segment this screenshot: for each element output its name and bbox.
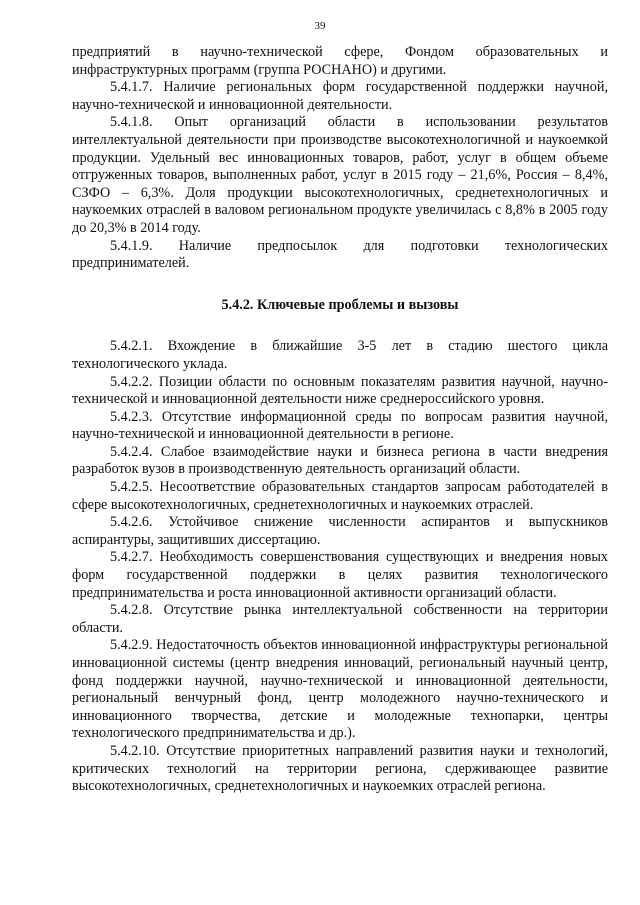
section-5-4-2 <box>72 338 608 795</box>
paragraph: 5.4.2.10. Отсутствие приоритетных направлений развития науки и технологий, критических технологий на территории региона, сдерживающее развитие высокотехнологичных, среднетехнологичных и наукоемких отраслей региона. <box>72 742 608 795</box>
paragraph: 5.4.2.6. Устойчивое снижение численности аспирантов и выпускников аспирантуры, защитивших диссертацию. <box>72 514 608 548</box>
paragraph: 5.4.1.7. Наличие региональных форм государственной поддержки научной, научно-технической и инновационной деятельности. <box>72 79 608 113</box>
paragraph: 5.4.2.7. Необходимость совершенствования существующих и внедрения новых форм государственной поддержки в целях развития технологического предпринимательства и роста инновационной активности организаций области. <box>72 549 608 601</box>
paragraph: 5.4.2.1. Вхождение в ближайшие 3-5 лет в стадию шестого цикла технологического уклада. <box>72 338 608 372</box>
paragraph: 5.4.2.4. Слабое взаимодействие науки и бизнеса региона в части внедрения разработок вузов в производственную деятельность организаций области. <box>72 443 608 478</box>
page-number: 39 <box>314 20 326 32</box>
section-5-4-1-continued <box>72 44 608 273</box>
paragraph: 5.4.1.8. Опыт организаций области в использовании результатов интеллектуальной деятельности при производстве высокотехнологичной и наукоемкой продукции. Удельный вес инновационных товаров, работ, услуг в общем объеме отгруженных товаров, выполненных работ, услуг в 2015 году – 21,6%, Россия – 8,4%, СЗФО – 6,3%. Доля продукции высокотехнологичных, среднетехнологичных и наукоемких отраслей в валовом региональном продукте увеличилась с 8,8% в 2005 году до 20,3% в 2014 году. <box>72 114 608 236</box>
paragraph: 5.4.2.3. Отсутствие информационной среды по вопросам развития научной, научно-технической и инновационной деятельности в регионе. <box>72 408 608 443</box>
paragraph: 5.4.2.8. Отсутствие рынка интеллектуальной собственности на территории области. <box>72 602 608 636</box>
paragraph: 5.4.2.2. Позиции области по основным показателям развития научной, научно-технической и инновационной деятельности ниже среднероссийского уровня. <box>72 373 608 408</box>
paragraph: предприятий в научно-технической сфере, Фондом образовательных и инфраструктурных программ (группа РОСНАНО) и другими. <box>72 44 608 78</box>
paragraph: 5.4.1.9. Наличие предпосылок для подготовки технологических предпринимателей. <box>72 237 608 272</box>
paragraph: 5.4.2.5. Несоответствие образовательных стандартов запросам работодателей в сфере высокотехнологичных, среднетехнологичных и наукоемких отраслей. <box>72 479 608 513</box>
document-body <box>72 44 608 796</box>
section-heading: 5.4.2. Ключевые проблемы и вызовы <box>221 296 459 313</box>
paragraph: 5.4.2.9. Недостаточность объектов инновационной инфраструктуры региональной инновационной системы (центр внедрения инноваций, региональный научный центр, фонд поддержки научной, научно-технической и инновационной деятельности, региональный венчурный фонд, центр молодежного научно-технического и инновационного творчества, детские и молодежные технопарки, центры технологического предпринимательства и др.). <box>72 637 608 742</box>
